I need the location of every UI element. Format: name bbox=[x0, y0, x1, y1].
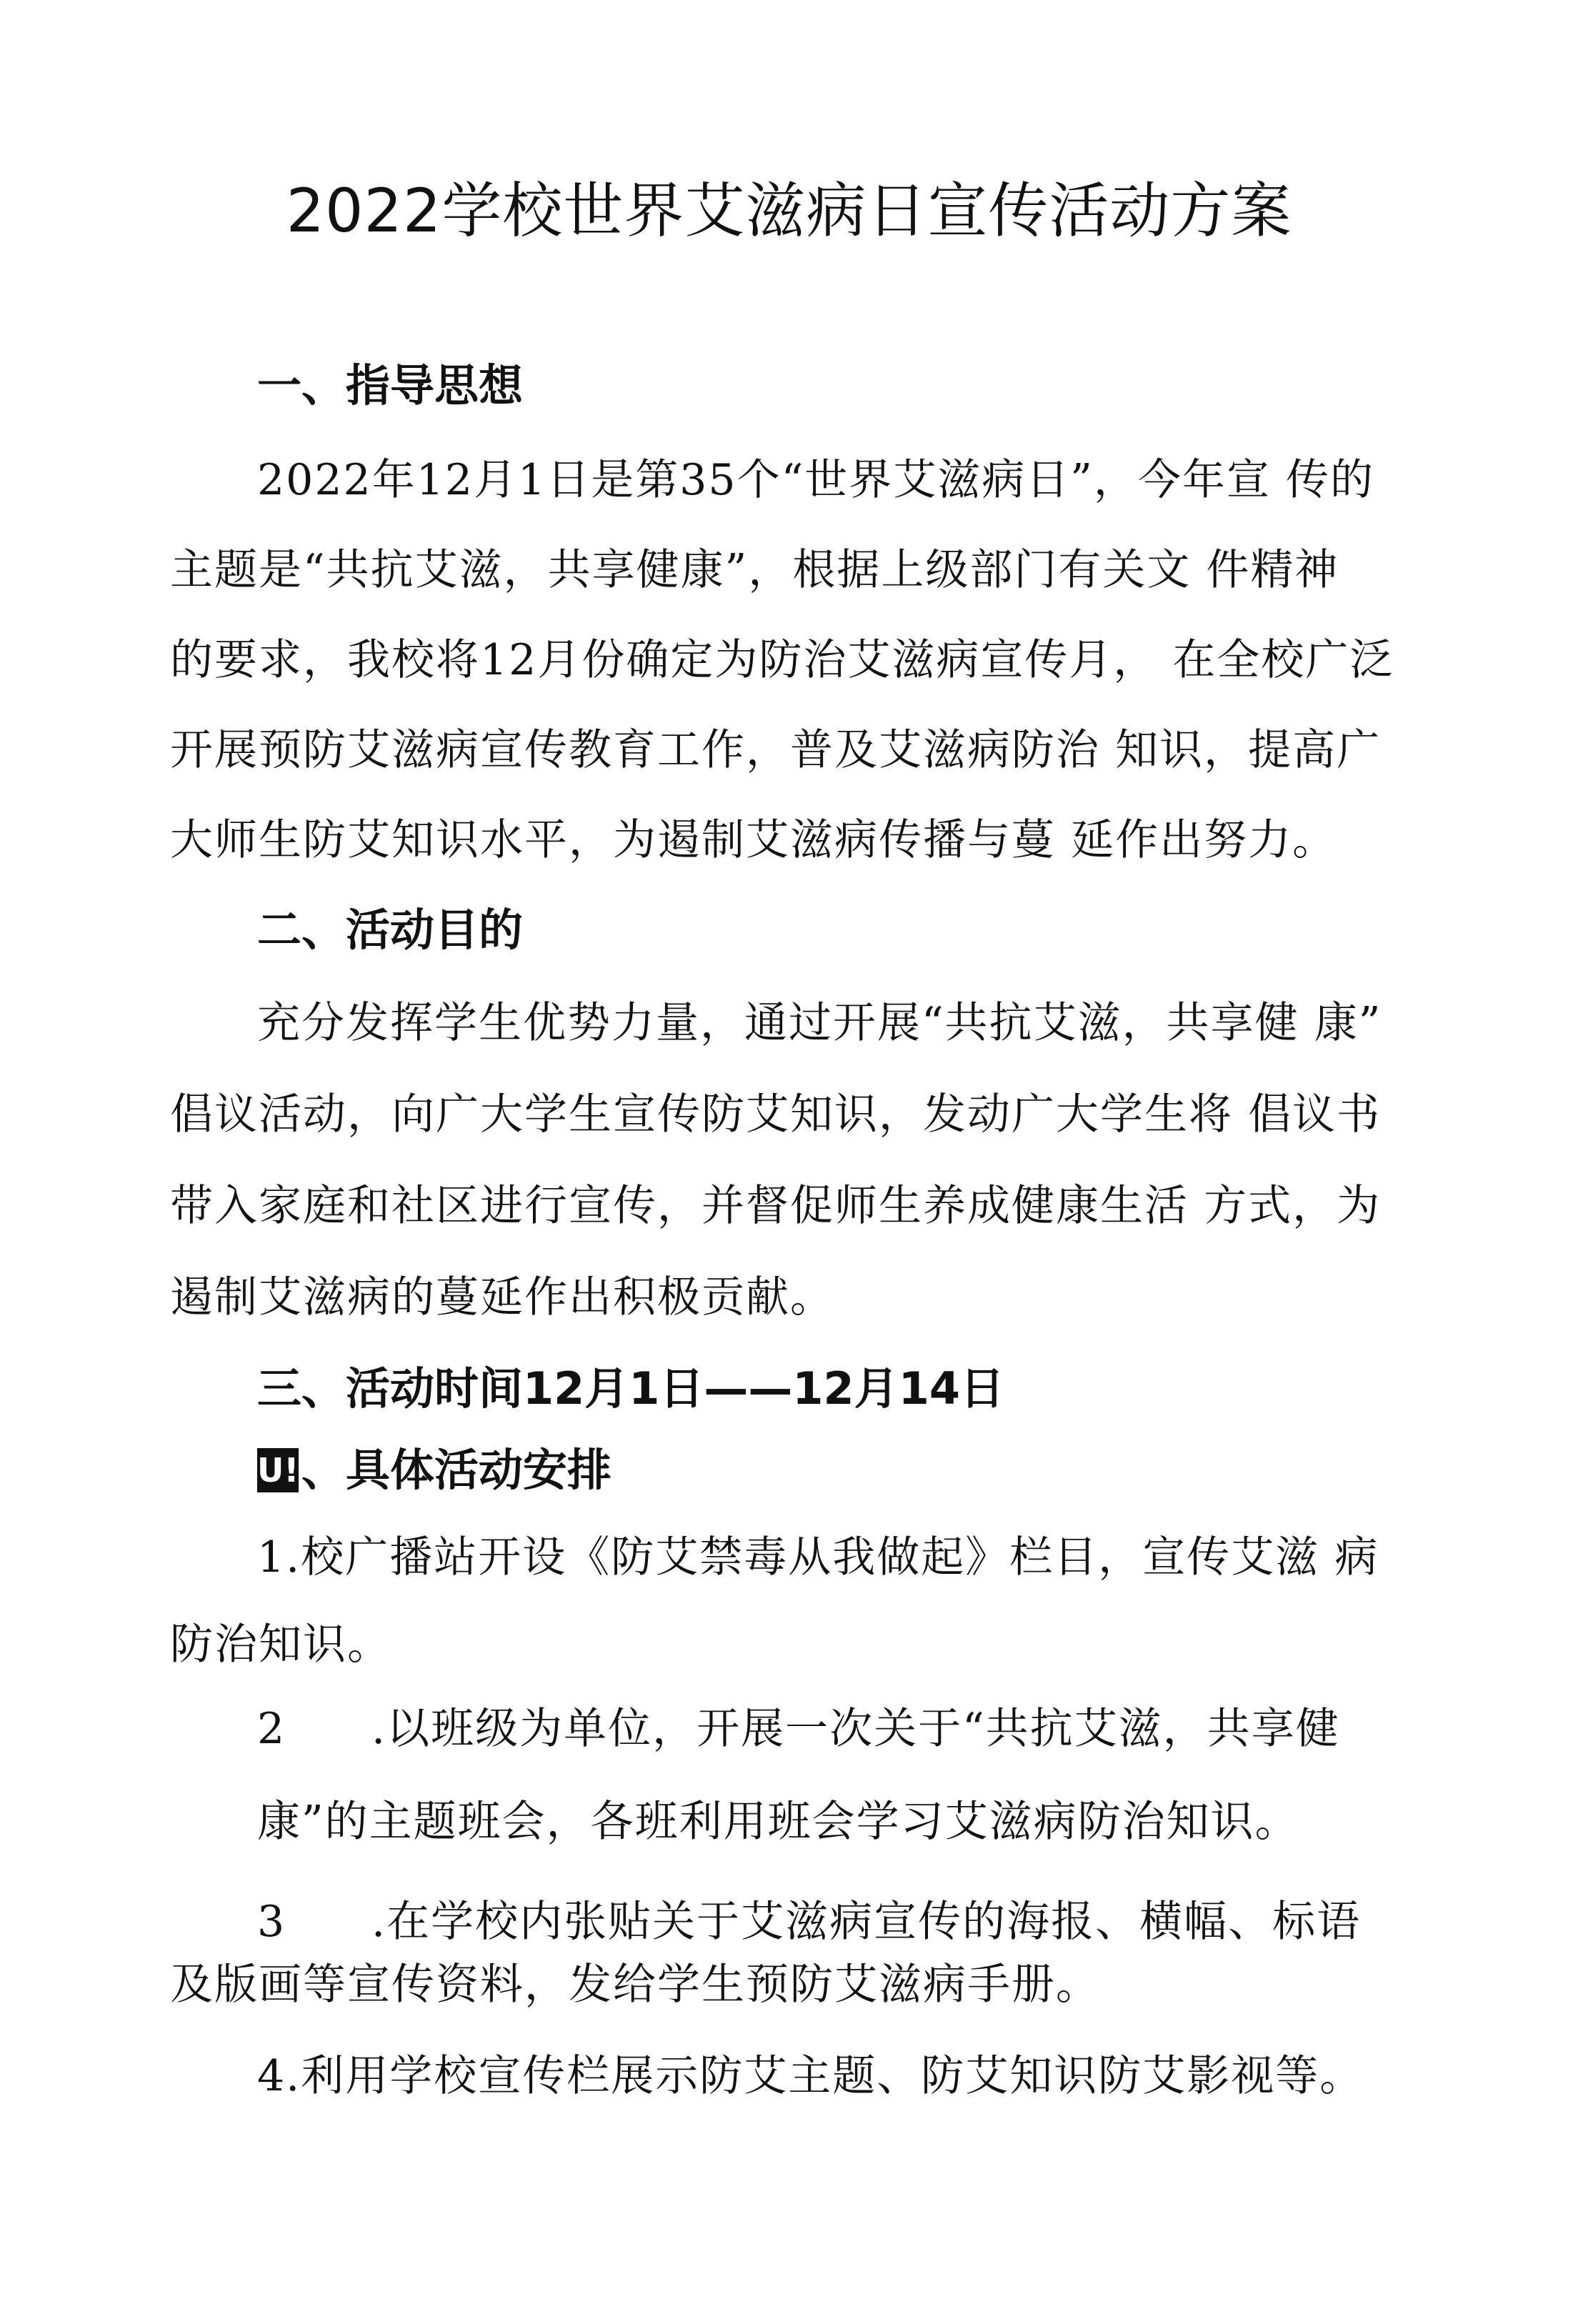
list-item-line: 1.校广播站开设《防艾禁毒从我做起》栏目，宣传艾滋 病 bbox=[257, 1532, 1379, 1582]
section-heading-text: 、具体活动安排 bbox=[301, 1444, 612, 1496]
list-item-line: 康”的主题班会，各班利用班会学习艾滋病防治知识。 bbox=[257, 1797, 1299, 1847]
list-item-line: 及版画等宣传资料，发给学生预防艾滋病手册。 bbox=[170, 1960, 1100, 2010]
section-heading-activity-schedule bbox=[257, 1442, 611, 1499]
paragraph-line: 充分发挥学生优势力量，通过开展“共抗艾滋，共享健 康” bbox=[257, 998, 1382, 1048]
paragraph-line: 主题是“共抗艾滋，共享健康”，根据上级部门有关文 件精神 bbox=[170, 545, 1339, 595]
paragraph-line: 大师生防艾知识水平，为遏制艾滋病传播与蔓 延作出努力。 bbox=[170, 815, 1337, 865]
paragraph-line: 的要求，我校将12月份确定为防治艾滋病宣传月， 在全校广泛 bbox=[170, 635, 1394, 685]
paragraph-line: 遏制艾滋病的蔓延作出积极贡献。 bbox=[170, 1272, 834, 1322]
section-heading-guiding-ideology: 一、指导思想 bbox=[257, 359, 524, 412]
document-title: 2022学校世界艾滋病日宣传活动方案 bbox=[286, 176, 1292, 246]
list-item-number: 3 bbox=[257, 1897, 285, 1947]
list-item-line: 防治知识。 bbox=[170, 1620, 391, 1670]
paragraph-line: 开展预防艾滋病宣传教育工作，普及艾滋病防治 知识，提高广 bbox=[170, 725, 1382, 775]
ocr-glyph-box: U! bbox=[257, 1448, 299, 1492]
paragraph-line: 2022年12月1日是第35个“世界艾滋病日”，今年宣 传的 bbox=[257, 455, 1374, 505]
list-item-number: 2 bbox=[257, 1704, 285, 1754]
section-heading-activity-time: 三、活动时间12月1日——12月14日 bbox=[257, 1362, 1004, 1415]
list-item-line: .在学校内张贴关于艾滋病宣传的海报、横幅、标语 bbox=[371, 1897, 1362, 1947]
paragraph-line: 倡议活动，向广大学生宣传防艾知识，发动广大学生将 倡议书 bbox=[170, 1089, 1382, 1139]
paragraph-line: 带入家庭和社区进行宣传，并督促师生养成健康生活 方式，为 bbox=[170, 1181, 1382, 1231]
section-heading-activity-purpose: 二、活动目的 bbox=[257, 904, 524, 956]
list-item-line: 4.利用学校宣传栏展示防艾主题、防艾知识防艾影视等。 bbox=[257, 2051, 1364, 2101]
list-item-line: .以班级为单位，开展一次关于“共抗艾滋，共享健 bbox=[371, 1704, 1340, 1754]
